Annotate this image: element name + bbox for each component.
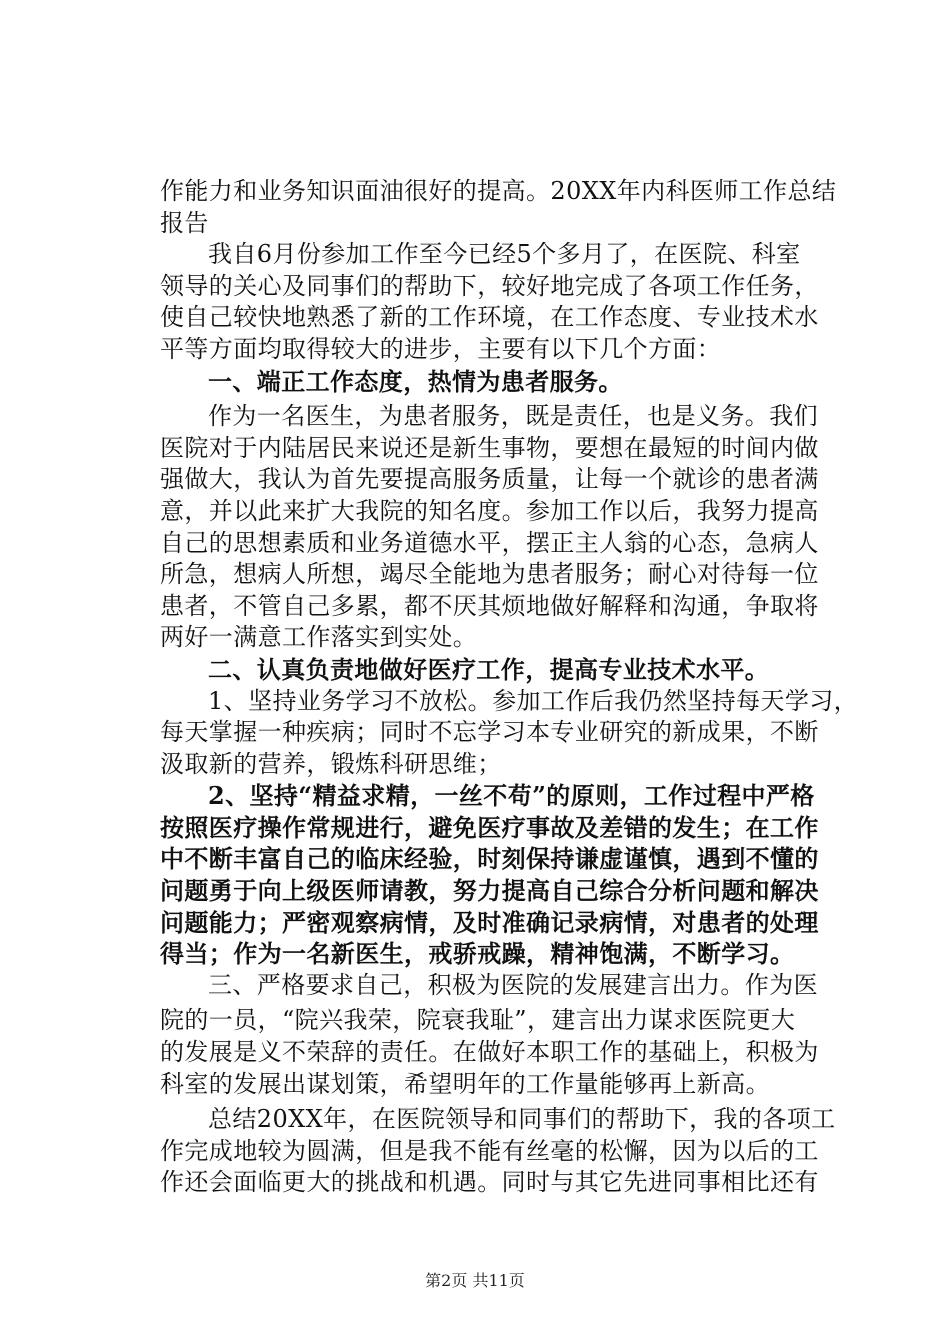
text-line: 两好一满意工作落实到实处。 (160, 623, 478, 652)
text-line: 作能力和业务知识面油很好的提高。20XX年内科医师工作总结 (160, 177, 837, 205)
text-line: 患者，不管自己多累，都不厌其烦地做好解释和沟通，争取将 (160, 591, 819, 620)
paragraph-first-line: 1、坚持业务学习不放松。参加工作后我仍然坚持每天学习， (208, 686, 859, 715)
text-line: 的发展是义不荣辞的责任。在做好本职工作的基础上，积极为 (160, 1038, 819, 1067)
text-line: 领导的关心及同事们的帮助下，较好地完成了各项工作任务， (160, 271, 819, 300)
text-line: 自己的思想素质和业务道德水平，摆正主人翁的心态，急病人 (160, 528, 819, 557)
text-line: 得当；作为一名新医生，戒骄戒躁，精神饱满，不断学习。 (160, 939, 795, 969)
text-line: 每天掌握一种疾病；同时不忘学习本专业研究的新成果，不断 (160, 718, 819, 747)
text-line: 问题能力；严密观察病情，及时准确记录病情，对患者的处理 (160, 907, 819, 937)
text-line: 医院对于内陆居民来说还是新生事物，要想在最短的时间内做 (160, 433, 819, 462)
text-line: 科室的发展出谋划策，希望明年的工作量能够再上新高。 (160, 1069, 770, 1098)
text-line: 作完成地较为圆满，但是我不能有丝毫的松懈，因为以后的工 (160, 1136, 819, 1165)
text-line: 使自己较快地熟悉了新的工作环境，在工作态度、专业技术水 (160, 303, 819, 332)
text-line: 平等方面均取得较大的进步，主要有以下几个方面： (160, 334, 722, 363)
paragraph-first-line: 一、端正工作态度，热情为患者服务。 (208, 366, 623, 396)
paragraph-first-line: 2、坚持“精益求精，一丝不苟”的原则，工作过程中严格 (208, 781, 815, 811)
paragraph-first-line: 我自6月份参加工作至今已经5个多月了，在医院、科室 (208, 240, 801, 269)
text-line: 所急，想病人所想，竭尽全能地为患者服务；耐心对待每一位 (160, 560, 819, 589)
paragraph-first-line: 三、严格要求自己，积极为医院的发展建言出力。作为医 (208, 970, 818, 999)
text-line: 作还会面临更大的挑战和机遇。同时与其它先进同事相比还有 (160, 1168, 819, 1197)
text-line: 意，并以此来扩大我院的知名度。参加工作以后，我努力提高 (160, 496, 819, 525)
text-line: 中不断丰富自己的临床经验，时刻保持谦虚谨慎，遇到不懂的 (160, 844, 819, 874)
paragraph-first-line: 二、认真负责地做好医疗工作，提高专业技术水平。 (208, 654, 770, 684)
text-line: 报告 (160, 208, 209, 237)
paragraph-first-line: 作为一名医生，为患者服务，既是责任，也是义务。我们 (208, 402, 818, 431)
text-line: 问题勇于向上级医师请教，努力提高自己综合分析问题和解决 (160, 876, 819, 906)
text-line: 按照医疗操作常规进行，避免医疗事故及差错的发生；在工作 (160, 812, 819, 842)
document-body (160, 176, 859, 1199)
text-line: 强做大，我认为首先要提高服务质量，让每一个就诊的患者满 (160, 465, 819, 494)
page-number-footer: 第2页 共11页 (425, 1271, 525, 1290)
paragraph-first-line: 总结20XX年，在医院领导和同事们的帮助下，我的各项工 (208, 1105, 836, 1134)
text-line: 院的一员，“院兴我荣，院衰我耻”，建言出力谋求医院更大 (160, 1006, 796, 1035)
text-line: 汲取新的营养，锻炼科研思维； (160, 749, 502, 778)
